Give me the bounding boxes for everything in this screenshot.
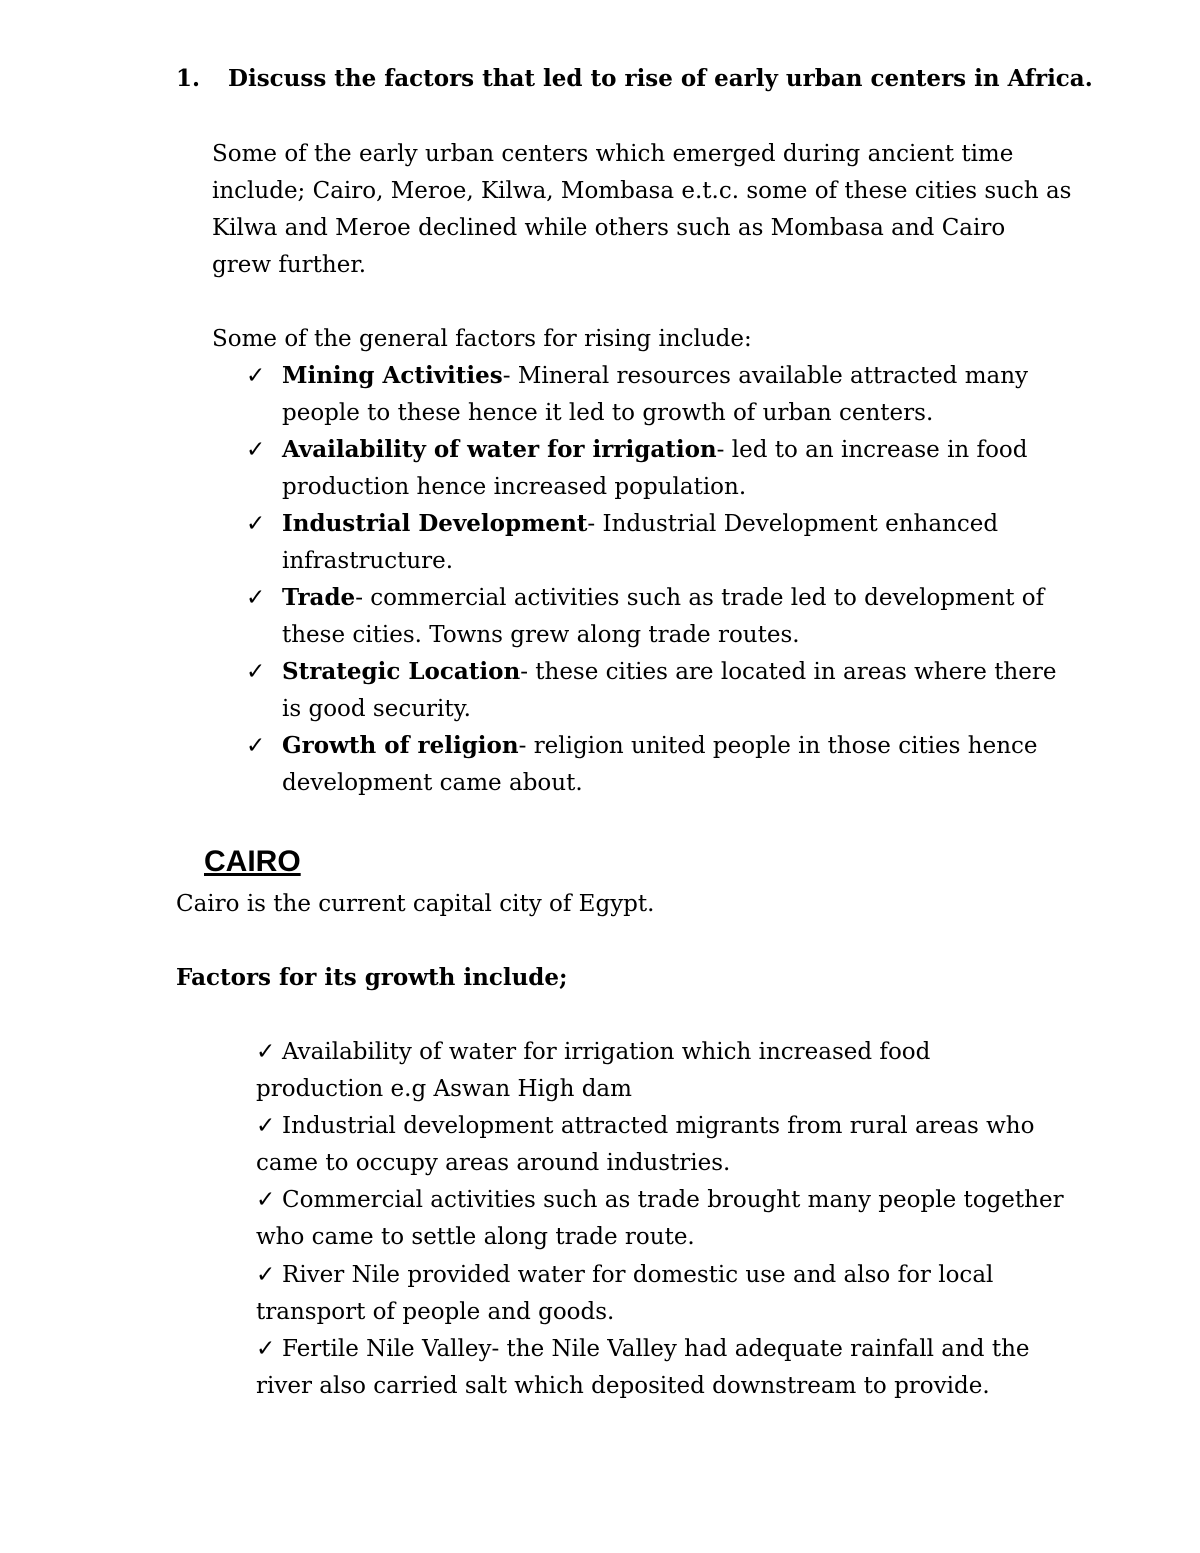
question-text: Discuss the factors that led to rise of early urban centers in Africa. xyxy=(228,65,1093,92)
cairo-factors-heading: Factors for its growth include; xyxy=(176,964,568,991)
intro-line-2: include; Cairo, Meroe, Kilwa, Mombasa e.t.c. some of these cities such as xyxy=(212,178,1072,204)
factor-title: Growth of religion xyxy=(282,732,519,759)
checkmark-icon: ✓ xyxy=(246,437,266,463)
cairo-factor-text: River Nile provided water for domestic use and also for local xyxy=(282,1262,994,1288)
checkmark-icon: ✓ xyxy=(256,1262,276,1288)
list-item xyxy=(256,1037,930,1067)
cairo-factor-text: Industrial development attracted migrants from rural areas who xyxy=(282,1113,1035,1139)
list-item xyxy=(246,435,1027,465)
factor-title: Strategic Location xyxy=(282,658,521,685)
list-item xyxy=(256,1111,1034,1141)
list-item xyxy=(246,657,1056,687)
checkmark-icon: ✓ xyxy=(246,659,266,685)
cairo-intro: Cairo is the current capital city of Egypt. xyxy=(176,891,655,917)
checkmark-icon: ✓ xyxy=(256,1113,276,1139)
factor-text: - Industrial Development enhanced xyxy=(587,511,999,537)
cairo-factor-continuation: river also carried salt which deposited downstream to provide. xyxy=(256,1373,990,1399)
checkmark-icon: ✓ xyxy=(256,1039,276,1065)
cairo-factor-continuation: who came to settle along trade route. xyxy=(256,1224,695,1250)
cairo-factor-continuation: came to occupy areas around industries. xyxy=(256,1150,731,1176)
cairo-factor-text: Availability of water for irrigation which increased food xyxy=(282,1039,931,1065)
list-item xyxy=(246,583,1044,613)
list-item xyxy=(246,361,1028,391)
intro-line-4: grew further. xyxy=(212,252,367,278)
factor-continuation: infrastructure. xyxy=(282,548,454,574)
checkmark-icon: ✓ xyxy=(246,511,266,537)
factor-text: - religion united people in those cities hence xyxy=(518,733,1038,759)
question-number: 1. xyxy=(176,65,201,92)
factor-text: - led to an increase in food xyxy=(716,437,1028,463)
checkmark-icon: ✓ xyxy=(256,1187,276,1213)
list-item xyxy=(256,1334,1030,1364)
intro-line-3: Kilwa and Meroe declined while others such as Mombasa and Cairo xyxy=(212,215,1006,241)
cairo-factor-continuation: transport of people and goods. xyxy=(256,1299,615,1325)
factor-continuation: people to these hence it led to growth of urban centers. xyxy=(282,400,934,426)
question-line xyxy=(176,64,1093,94)
list-item xyxy=(246,731,1038,761)
cairo-factor-text: Fertile Nile Valley- the Nile Valley had adequate rainfall and the xyxy=(282,1336,1030,1362)
factor-continuation: is good security. xyxy=(282,696,471,722)
general-factors-intro: Some of the general factors for rising include: xyxy=(212,326,752,352)
factor-title: Mining Activities xyxy=(282,362,503,389)
section-heading-cairo: CAIRO xyxy=(204,845,301,878)
factor-text: - these cities are located in areas where there xyxy=(520,659,1057,685)
factor-continuation: these cities. Towns grew along trade routes. xyxy=(282,622,800,648)
checkmark-icon: ✓ xyxy=(246,363,266,389)
factor-text: - commercial activities such as trade led to development of xyxy=(355,585,1045,611)
factor-text: - Mineral resources available attracted many xyxy=(502,363,1029,389)
intro-line-1: Some of the early urban centers which emerged during ancient time xyxy=(212,141,1014,167)
cairo-factor-continuation: production e.g Aswan High dam xyxy=(256,1076,632,1102)
list-item xyxy=(246,509,998,539)
factor-continuation: development came about. xyxy=(282,770,583,796)
factor-title: Industrial Development xyxy=(282,510,588,537)
factor-title: Availability of water for irrigation xyxy=(282,436,717,463)
checkmark-icon: ✓ xyxy=(246,733,266,759)
list-item xyxy=(256,1260,993,1290)
cairo-factor-text: Commercial activities such as trade brought many people together xyxy=(282,1187,1064,1213)
list-item xyxy=(256,1185,1064,1215)
factor-continuation: production hence increased population. xyxy=(282,474,747,500)
factor-title: Trade xyxy=(282,584,356,611)
checkmark-icon: ✓ xyxy=(246,585,266,611)
checkmark-icon: ✓ xyxy=(256,1336,276,1362)
